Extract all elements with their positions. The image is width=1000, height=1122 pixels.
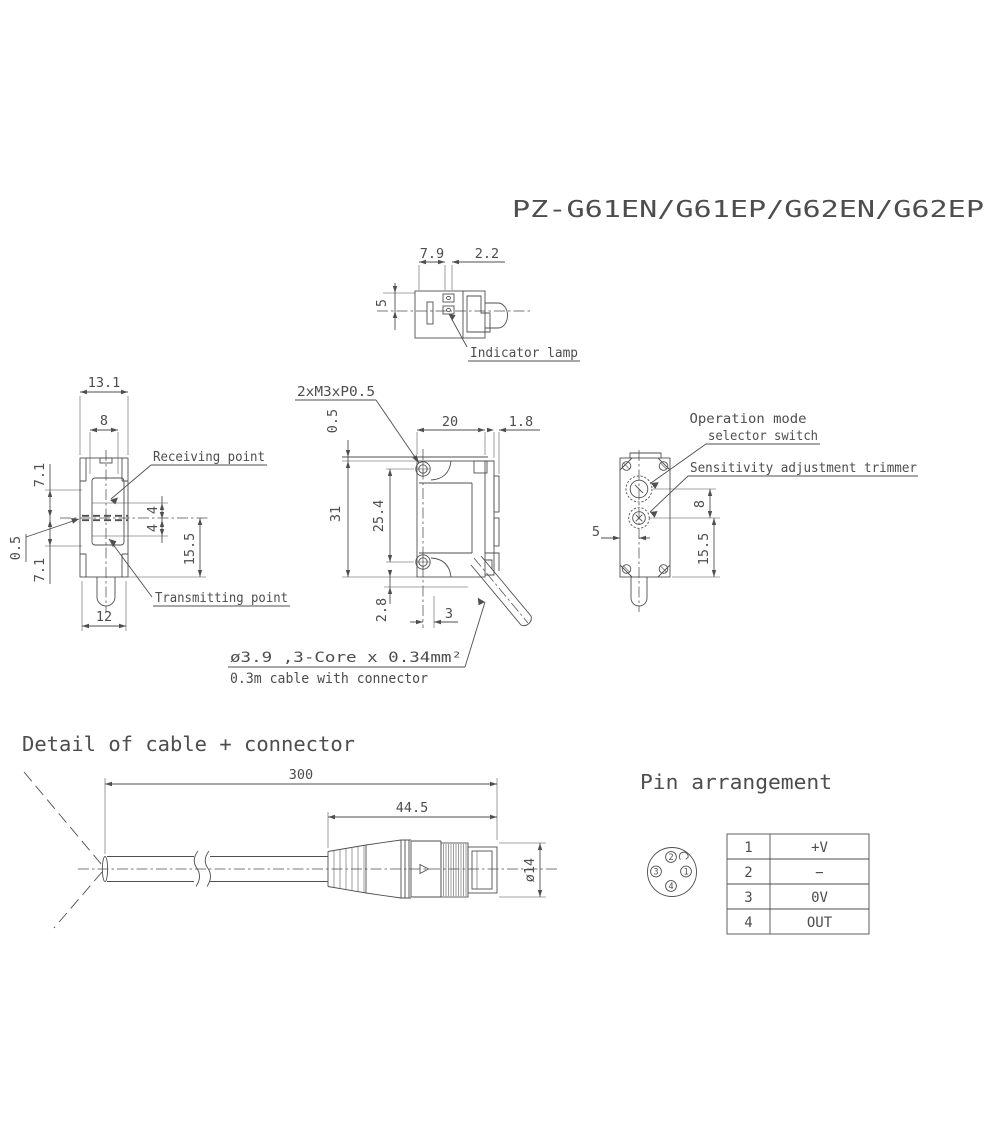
pin-4-number: 4 [668,882,674,892]
dim-3: 3 [444,606,454,622]
front-view-body [342,449,531,628]
dim-4-receiving: 4 [145,505,161,515]
cable-detail [22,732,558,928]
top-view [374,246,580,361]
pin-table-row4-pin: 4 [744,915,753,931]
receiving-point-label: Receiving point [153,449,265,465]
dim-7-9: 7.9 [419,246,445,262]
pin-table-row3-pin: 3 [744,890,753,906]
dim-25-4: 25.4 [371,499,387,533]
dim-dia-14: ø14 [522,857,538,883]
top-view-body [377,291,530,338]
cable-note-line2: 0.3m cable with connector [230,671,428,687]
side-view-body [60,450,210,612]
rear-view [592,411,918,612]
pin-arrangement-heading: Pin arrangement [640,770,832,794]
transmitting-point-label: Transmitting point [155,590,288,606]
dim-7-1-upper: 7.1 [32,462,48,488]
side-view [8,375,290,631]
mode-switch-label-line2: selector switch [708,428,818,444]
pin-2-number: 2 [668,853,674,863]
dim-2-2: 2.2 [474,246,500,262]
dim-5-rear: 5 [591,524,601,540]
dim-13-1: 13.1 [87,375,121,391]
dim-4-transmitting: 4 [145,523,161,533]
front-view-dimensions [228,400,540,667]
dim-8-side: 8 [99,413,109,429]
dim-7-1-lower: 7.1 [32,557,48,583]
pin-arrangement [640,770,869,934]
dim-2-8: 2.8 [374,597,390,623]
sensitivity-trimmer-label: Sensitivity adjustment trimmer [690,460,917,476]
pin-table-row2-signal: − [815,865,824,881]
pin-table-row3-signal: 0V [811,890,828,906]
dim-0-5-top: 0.5 [325,408,341,434]
dim-20: 20 [441,414,459,430]
pin-1-number: 1 [683,867,689,878]
cable-note-line1: ø3.9 ,3-Core x 0.34mm² [230,650,462,666]
dim-0-5-beam: 0.5 [8,535,24,561]
screw-spec-label: 2xM3xP0.5 [297,384,375,400]
pin-table-row2-pin: 2 [744,865,753,881]
dim-300: 300 [288,767,314,783]
dim-1-8: 1.8 [508,414,534,430]
pin-table-row1-pin: 1 [744,840,753,856]
dim-31: 31 [328,505,344,523]
mode-switch-label-line1: Operation mode [689,411,807,427]
cable-detail-heading: Detail of cable + connector [22,732,355,756]
dim-15-5-rear: 15.5 [696,532,712,566]
dim-15-5-side: 15.5 [182,532,198,566]
indicator-lamp-label: Indicator lamp [470,345,578,361]
front-view [228,384,540,687]
pin-table-row4-signal: OUT [806,915,833,931]
dim-12: 12 [95,609,113,625]
dim-8-rear: 8 [692,499,708,509]
pin-table-row1-signal: +V [811,840,828,856]
cable-detail-dimensions [105,778,546,897]
page-title: PZ-G61EN/G61EP/G62EN/G62EP [512,197,984,223]
dim-44-5: 44.5 [395,800,429,816]
dim-5-top: 5 [374,298,390,308]
cable-detail-drawing [24,772,558,928]
pin-3-number: 3 [653,867,659,878]
